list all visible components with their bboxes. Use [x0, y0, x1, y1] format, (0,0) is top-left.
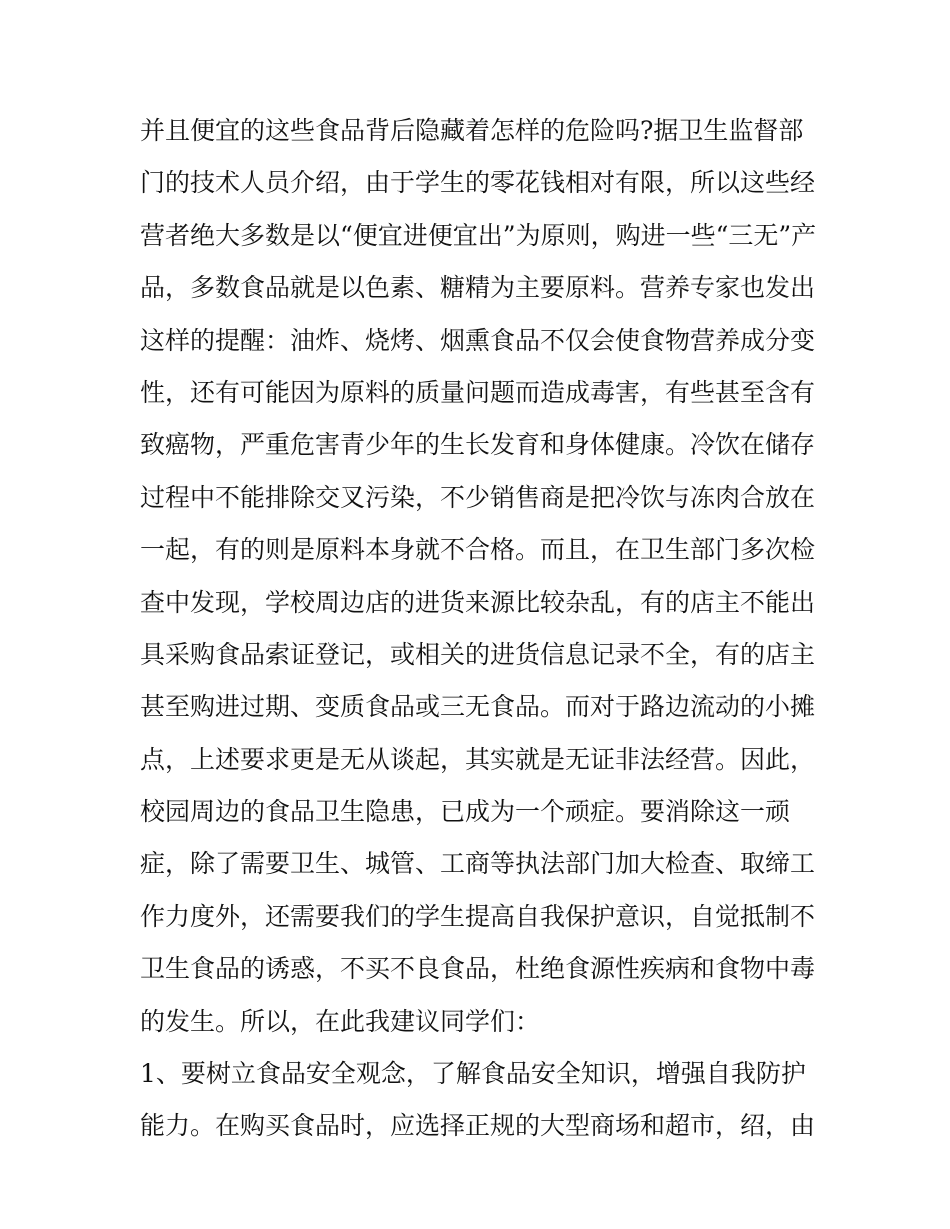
text-line: 性，还有可能因为原料的质量问题而造成毒害，有些甚至含有: [140, 377, 816, 407]
text-line: 致癌物，严重危害青少年的生长发育和身体健康。冷饮在储存: [140, 430, 816, 460]
text-line: 甚至购进过期、变质食品或三无食品。而对于路边流动的小摊: [140, 692, 816, 722]
body-text: [140, 112, 820, 1160]
text-line: 校园周边的食品卫生隐患，已成为一个顽症。要消除这一顽: [140, 797, 791, 827]
text-line: 并且便宜的这些食品背后隐藏着怎样的危险吗?据卫生监督部: [140, 116, 804, 145]
text-line: 门的技术人员介绍，由于学生的零花钱相对有限，所以这些经: [140, 168, 816, 198]
list-item-line: 1、要树立食品安全观念，了解食品安全知识，增强自我防护: [140, 1059, 806, 1089]
text-line: 点，上述要求更是无从谈起，其实就是无证非法经营。因此，: [140, 744, 816, 774]
text-line: 营者绝大多数是以“便宜进便宜出”为原则，购进一些“三无”产: [140, 220, 817, 250]
text-line: 具采购食品索证登记，或相关的进货信息记录不全，有的店主: [140, 639, 816, 669]
text-line: 的发生。所以，在此我建议同学们：: [140, 1006, 541, 1036]
text-line: 症，除了需要卫生、城管、工商等执法部门加大检查、取缔工: [140, 849, 816, 879]
text-line: 卫生食品的诱惑，不买不良食品，杜绝食源性疾病和食物中毒: [140, 954, 816, 984]
list-item-line: 能力。在购买食品时，应选择正规的大型商场和超市，绍，由: [140, 1111, 816, 1141]
text-line: 作力度外，还需要我们的学生提高自我保护意识，自觉抵制不: [140, 901, 816, 931]
text-line: 品，多数食品就是以色素、糖精为主要原料。营养专家也发出: [140, 273, 816, 303]
text-line: 一起，有的则是原料本身就不合格。而且，在卫生部门多次检: [140, 535, 816, 565]
text-line: 这样的提醒：油炸、烧烤、烟熏食品不仅会使食物营养成分变: [140, 325, 816, 355]
text-line: 查中发现，学校周边店的进货来源比较杂乱，有的店主不能出: [140, 587, 816, 617]
text-line: 过程中不能排除交叉污染，不少销售商是把冷饮与冻肉合放在: [140, 482, 816, 512]
